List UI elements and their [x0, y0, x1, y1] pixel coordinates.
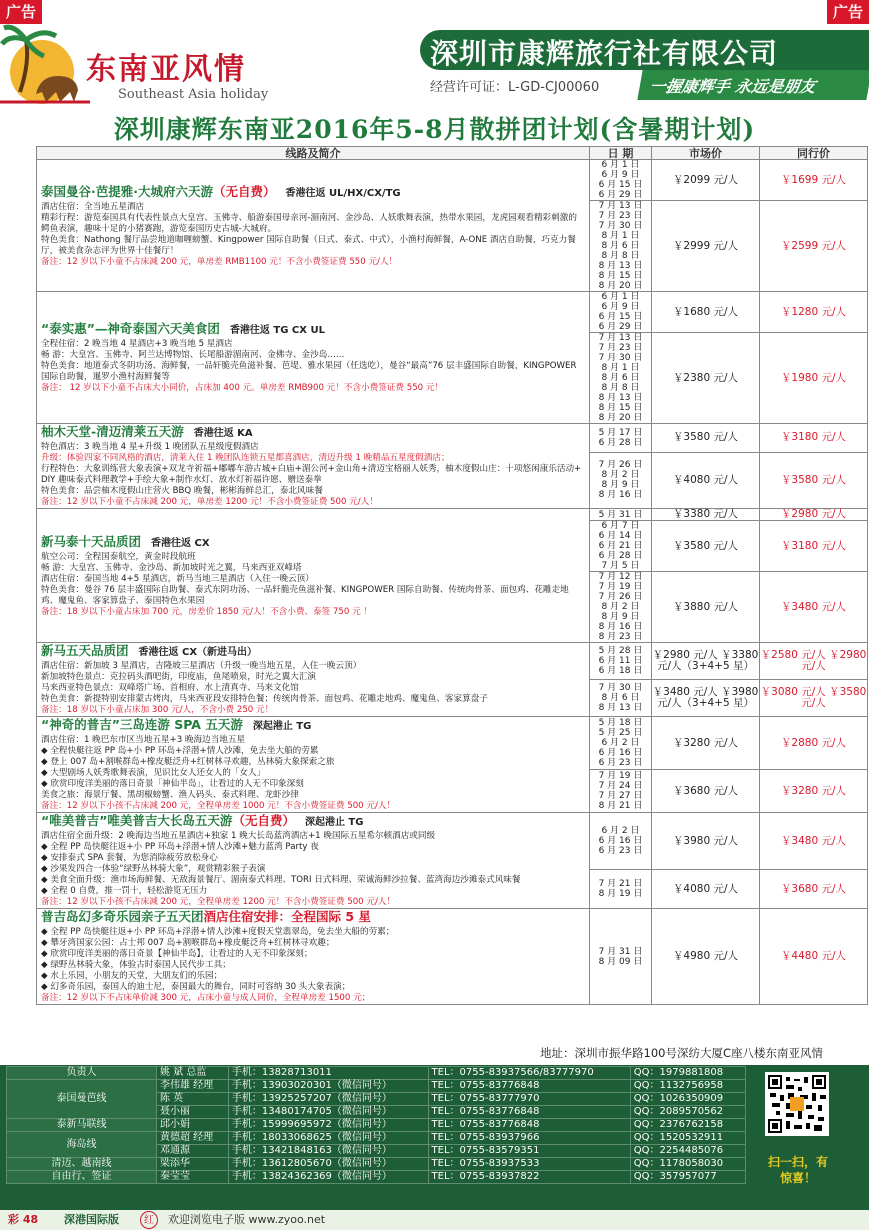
contact-tel[interactable]: TEL：0755-83937566/83777970 [428, 1067, 630, 1080]
contact-qq[interactable]: QQ：1178058030 [630, 1158, 745, 1171]
departure-date: 7 月 13 日 [598, 333, 643, 343]
contact-department: 清迈、越南线 [7, 1158, 157, 1171]
tour-dates [590, 509, 652, 521]
tour-detail-line: ◆ 水上乐园，小朋友的天堂，大朋友们的乐园； [41, 971, 223, 981]
contact-phone[interactable]: 手机：15999695972（微信同号） [228, 1119, 428, 1132]
tour-dates [590, 292, 652, 333]
tour-detail-line: 特色美食：地道泰式冬阴功汤、海鲜餐，一品轩脆壳鱼滋补餐、芭堤、雅水果园（任选吃），曼谷“最高”76 层丰盛国际自助餐，KINGPOWER 国际自助餐，暹罗小渔村海鲜餐等 [41, 361, 577, 382]
tour-name: 新马五天品质团 [41, 643, 129, 658]
peer-price: ￥3580 元/人 [760, 452, 868, 508]
tour-detail-line: 酒店住宿：全当地五星酒店 [41, 201, 145, 212]
tour-dates [590, 424, 652, 453]
tour-detail-line: 酒店住宿：新加坡 3 星酒店，吉隆坡三星酒店（升级一晚当地五星，入住一晚云顶） [41, 661, 362, 671]
market-price: ￥4080 元/人 [652, 870, 760, 909]
departure-date: 8 月 6 日 [601, 693, 640, 703]
departure-date: 7 月 24 日 [598, 781, 643, 792]
departure-date: 6 月 15 日 [598, 312, 643, 322]
departure-date: 6 月 29 日 [598, 322, 643, 332]
departure-date: 7 月 19 日 [598, 582, 643, 592]
tour-row [37, 160, 868, 201]
departure-date: 7 月 30 日 [598, 221, 643, 231]
departure-date: 7 月 26 日 [598, 460, 643, 471]
welcome-link[interactable]: 欢迎浏览电子版 www.zyoo.net [168, 1213, 326, 1226]
peer-price: ￥3280 元/人 [760, 770, 868, 813]
tour-name: “泰实惠”—神奇泰国六天美食团 [41, 321, 220, 336]
tour-detail-line: ◆ 大型剧场人妖秀歌舞表演，见识比女人还女人的「女人」 [41, 768, 266, 778]
tour-detail-line: ◆ 全程 0 自费，推一罚十，轻松游览无压力 [41, 886, 208, 896]
tour-title [41, 184, 585, 202]
tour-title [41, 321, 585, 339]
departure-date: 7 月 27 日 [598, 791, 643, 802]
qr-code-icon [768, 1075, 826, 1133]
departure-date: 7 月 30 日 [598, 353, 643, 363]
logo-sub-text: Southeast Asia holiday [118, 87, 269, 102]
ad-label-left: 广告 [0, 0, 42, 24]
departure-date: 8 月 16 日 [598, 490, 643, 501]
tour-detail-line: 畅 游：大皇宫、玉佛寺、金沙岛、新加坡时光之翼，马来西亚双峰塔 [41, 562, 302, 573]
tour-dates [590, 680, 652, 717]
departure-date: 7 月 23 日 [598, 211, 643, 221]
peer-price: ￥1699 元/人 [760, 160, 868, 201]
tour-departure: 香港往返 KA [193, 428, 253, 439]
tour-tag: （无自费） [232, 813, 295, 828]
edition-mark: 红 [140, 1211, 158, 1229]
tour-dates [590, 160, 652, 201]
contact-qq[interactable]: QQ：2089570562 [630, 1106, 745, 1119]
departure-date: 6 月 11 日 [598, 656, 643, 666]
departure-date: 6 月 9 日 [601, 170, 640, 180]
tour-detail-line: ◆ 全程 PP 岛快艇往返+小 PP 环岛+浮潜+情人沙滩+魅力蓝湾 Party 夜 [41, 842, 319, 852]
departure-date: 5 月 25 日 [598, 728, 643, 739]
tour-detail-line: 特色美食：Nathong 餐厅品尝地道咖喱螃蟹、Kingpower 国际自助餐（日式、泰式、中式），小渔村海鲜餐，A-ONE 酒店自助餐，巧克力餐厅，被美食杂志评为世界十佳餐厅！ [41, 234, 576, 256]
tour-note: 备注： 12 岁以下小童不占床大小同价，占床加 400 元。单房差 RMB900 元！不含小费签证费 550 元！ [41, 383, 444, 393]
tour-detail-line: ◆ 欣赏印度洋美丽的落日奇景【神仙半岛】，让看过的人无不印象深刻； [41, 949, 313, 959]
market-price: ￥2980 元/人 ￥3380 元/人（3+4+5 星） [652, 643, 760, 680]
header [0, 22, 869, 108]
market-price: ￥4080 元/人 [652, 452, 760, 508]
departure-date: 6 月 18 日 [598, 666, 643, 676]
departure-date: 8 月 23 日 [598, 632, 643, 642]
contact-name: 陈 英 [157, 1093, 229, 1106]
tour-detail-line: 特色酒店：3 晚当地 4 星+升级 1 晚团队五星级度假酒店 [41, 442, 259, 452]
peer-price: ￥3680 元/人 [760, 870, 868, 909]
tour-detail-line: 美食之旅：海景厅餐、黑胡椒螃蟹、渔人码头、泰式料理、龙虾沙律 [41, 790, 299, 800]
tour-note: 备注：18 岁以下小童占床加 700 元，房差价 1850 元/人！不含小费、泰签 750 元 ！ [41, 606, 372, 617]
tour-detail-line: 马来西亚特色景点：双峰塔广场、首相府、水上清真寺、马来文化馆 [41, 683, 299, 693]
contact-row [7, 1158, 746, 1171]
departure-date: 8 月 21 日 [598, 801, 643, 812]
tour-dates [590, 909, 652, 1005]
tour-detail-line: 升级：体验四家不同风格的酒店，清莱入住 1 晚团队连锁五星都喜酒店，清迈升级 1 晚精品五星度假酒店； [41, 453, 450, 463]
tour-dates [590, 770, 652, 813]
tour-detail-line: ◆ 绿野丛林骑大象，体验古时泰国人民代步工具； [41, 960, 231, 970]
departure-date: 6 月 16 日 [598, 748, 643, 759]
contact-phone[interactable]: 手机：13925257207（微信同号） [228, 1093, 428, 1106]
departure-date: 6 月 21 日 [598, 541, 643, 551]
departure-date: 6 月 1 日 [601, 292, 640, 302]
tour-title [41, 534, 585, 552]
tour-detail-line: 特色美食：新提特别安排蒙古烤肉，马来西亚段安排特色餐；传统肉骨茶、面包鸡、花雕走地鸡、魔鬼鱼、客家算盘子 [41, 694, 488, 704]
contact-qq[interactable]: QQ：1979881808 [630, 1067, 745, 1080]
tour-tag: （无自费） [213, 183, 276, 199]
departure-date: 8 月 9 日 [601, 612, 640, 622]
tour-detail-line: ◆ 沙果发四合一体验“绿野丛林骑大象”，观赏精彩猴子表演 [41, 864, 266, 874]
peer-price: ￥3180 元/人 [760, 521, 868, 572]
tour-detail-line: 新加坡特色景点：克拉码头酒吧街，印度庙，鱼尾喷泉，时光之翼大汇演 [41, 672, 317, 682]
departure-date: 6 月 28 日 [598, 437, 643, 448]
peer-price: ￥3080 元/人 ￥3580 元/人 [760, 680, 868, 717]
tour-detail-line: ◆ 安排泰式 SPA 套餐，为您消除疲劳放松身心 [41, 853, 218, 863]
departure-date: 8 月 15 日 [598, 403, 643, 413]
tour-dates [590, 201, 652, 292]
departure-date: 8 月 8 日 [601, 383, 640, 393]
departure-date: 6 月 23 日 [598, 846, 643, 857]
market-price: ￥3280 元/人 [652, 717, 760, 770]
departure-date: 7 月 26 日 [598, 592, 643, 602]
tour-note: 备注：12 岁以下小童不占床减 200 元，单房差 RMB1100 元！不含小费签证费 550 元/人！ [41, 256, 398, 267]
departure-date: 7 月 12 日 [598, 572, 643, 582]
market-price: ￥3980 元/人 [652, 813, 760, 870]
tour-detail-line: ◆ 全程 PP 岛快艇往返+小 PP 环岛+浮潜+情人沙滩+度假天堂翡翠岛，免去坐大船的劳累； [41, 927, 395, 937]
brand-logo [0, 22, 300, 108]
departure-date: 6 月 9 日 [601, 302, 640, 312]
departure-date: 8 月 9 日 [601, 480, 640, 491]
tour-departure: 香港往返 CX（新进马出） [138, 647, 258, 658]
departure-date: 6 月 16 日 [598, 836, 643, 847]
tour-row [37, 424, 868, 453]
market-price: ￥4980 元/人 [652, 909, 760, 1005]
contact-row [7, 1080, 746, 1093]
tour-dates [590, 333, 652, 424]
departure-date: 8 月 1 日 [601, 231, 640, 241]
tour-detail-line: 全程住宿：2 晚当地 4 星酒店+3 晚当地 5 星酒店 [41, 339, 233, 349]
company-name: 深圳市康辉旅行社有限公司 [430, 37, 779, 70]
tour-name: 新马泰十天品质团 [41, 533, 142, 549]
market-price: ￥3580 元/人 [652, 521, 760, 572]
departure-date: 6 月 28 日 [598, 551, 643, 561]
office-address: 地址：深圳市振华路100号深纺大厦C座八楼东南亚风情 [540, 1046, 823, 1060]
tour-detail-line: ◆ 攀牙湾国家公园：占士邦 007 岛+割喉群岛+橡皮艇泛舟+红树林寻欢趣； [41, 938, 335, 948]
contact-tel[interactable]: TEL：0755-83937966 [428, 1132, 630, 1145]
departure-date: 5 月 18 日 [598, 718, 643, 729]
tour-departure: 深起港止 TG [304, 817, 364, 828]
tour-title [41, 643, 585, 661]
contact-qq[interactable]: QQ：1520532911 [630, 1132, 745, 1145]
departure-date: 6 月 29 日 [598, 190, 643, 200]
table-header-row [37, 147, 868, 160]
peer-price: ￥2599 元/人 [760, 201, 868, 292]
contact-row [7, 1132, 746, 1145]
contact-name: 秦莹莹 [157, 1171, 229, 1184]
contact-name: 邓通源 [157, 1145, 229, 1158]
departure-date: 6 月 7 日 [601, 521, 640, 531]
footer [0, 1210, 869, 1230]
tour-table [36, 146, 868, 1005]
ad-label-right: 广告 [827, 0, 869, 24]
contact-tel[interactable]: TEL：0755-83937533 [428, 1158, 630, 1171]
contact-name: 聂小丽 [157, 1106, 229, 1119]
departure-date: 7 月 5 日 [601, 561, 640, 571]
tour-detail-line: 特色美食：曼谷 76 层丰盛国际自助餐、泰式东阴功汤、一品轩脆壳鱼滋补餐、KINGPOWER 国际自助餐、传统肉骨茶、面包鸡、花雕走地鸡、魔鬼鱼、客家算盘子、泰国特色水果园 [41, 584, 569, 606]
contact-phone[interactable]: 手机：13903020301（微信同号） [228, 1080, 428, 1093]
departure-date: 8 月 2 日 [601, 470, 640, 481]
departure-date: 8 月 6 日 [601, 241, 640, 251]
contact-tel[interactable]: TEL：0755-83777970 [428, 1093, 630, 1106]
contact-phone[interactable]: 手机：13421848163（微信同号） [228, 1145, 428, 1158]
peer-price: ￥2580 元/人 ￥2980 元/人 [760, 643, 868, 680]
col-date: 日 期 [590, 147, 652, 160]
tour-departure: 香港往返 TG CX UL [229, 325, 325, 336]
contact-qq[interactable]: QQ：2376762158 [630, 1119, 745, 1132]
contact-department: 负责人 [7, 1067, 157, 1080]
tour-detail-line: 行程特色：大象训练营大象表演+双龙寺祈福+嘟嘟车游古城+白庙+湄公河+金山角+清迈宝格丽人妖秀，柚木度假山庄：十项悠闲康乐活动+ DIY 趣味泰式料理教学+手绘大象+制作水灯、放水灯祈福许愿、赠送泰拳 [41, 464, 582, 485]
page-number: 彩 48 [8, 1213, 39, 1226]
tour-departure: 香港往返 CX [151, 537, 210, 549]
tour-detail-line: ◆ 登上 007 岛+割喉群岛+橡皮艇泛舟+红树林寻欢趣，丛林骑大象探索之旅 [41, 757, 335, 767]
edition-name: 深港国际版 [64, 1213, 119, 1226]
tour-name: 泰国曼谷·芭提雅·大城府六天游 [41, 183, 213, 199]
tour-dates [590, 870, 652, 909]
tour-note: 备注：12 岁以下小孩不占床减 200 元，全程单房差 1000 元！不含小费签证费 500 元/人！ [41, 801, 396, 811]
contact-phone[interactable]: 手机：13480174705（微信同号） [228, 1106, 428, 1119]
departure-date: 6 月 15 日 [598, 180, 643, 190]
peer-price: ￥1280 元/人 [760, 292, 868, 333]
tour-detail-line: ◆ 美食全面升级：渔市场海鲜餐、无敌海景餐厅、湄南泰式料理、TORI 日式料理、荣诚海鲜沙拉餐、蓝湾海边沙滩泰式风味餐 [41, 875, 521, 885]
market-price: ￥1680 元/人 [652, 292, 760, 333]
palm-elephant-icon [0, 22, 90, 108]
departure-date: 7 月 19 日 [598, 771, 643, 782]
tour-description [37, 160, 590, 292]
tour-row [37, 643, 868, 680]
peer-price: ￥4480 元/人 [760, 909, 868, 1005]
peer-price: ￥3480 元/人 [760, 813, 868, 870]
tour-dates [590, 572, 652, 643]
departure-date: 8 月 1 日 [601, 363, 640, 373]
tour-row [37, 813, 868, 870]
departure-date: 8 月 15 日 [598, 271, 643, 281]
departure-date: 7 月 23 日 [598, 343, 643, 353]
slogan: 一握康辉手 永远是朋友 [637, 70, 869, 100]
contact-qq[interactable]: QQ：2254485076 [630, 1145, 745, 1158]
tour-note: 备注：12 岁以下不占床单价减 300 元，占床小童与成人同价，全程单房差 1500 元； [41, 993, 371, 1003]
contact-row [7, 1067, 746, 1080]
contact-phone[interactable]: 手机：18033068625（微信同号） [228, 1132, 428, 1145]
departure-date: 8 月 20 日 [598, 413, 643, 423]
contact-tel[interactable]: TEL：0755-83776848 [428, 1106, 630, 1119]
tour-detail-line: 航空公司：全程国泰航空，黄金时段航班 [41, 551, 196, 562]
tour-title [41, 909, 585, 927]
departure-date: 8 月 16 日 [598, 622, 643, 632]
tour-dates [590, 813, 652, 870]
market-price: ￥3880 元/人 [652, 572, 760, 643]
col-market-price: 市场价 [652, 147, 760, 160]
tour-row [37, 717, 868, 770]
tour-row [37, 909, 868, 1005]
tour-detail-line: 精彩行程：游览泰国具有代表性景点大皇宫、玉佛寺、船游泰国母亲河-湄南河、金沙岛、人妖歌舞表演，热带水果园，龙虎园观看精彩刺激的鳄鱼表演，趣味十足的小猪赛跑，游览泰国历史古城-大城府。 [41, 212, 577, 234]
tour-dates [590, 643, 652, 680]
tour-description [37, 643, 590, 717]
contact-phone[interactable]: 手机：13824362369（微信同号） [228, 1171, 428, 1184]
contact-department: 泰新马联线 [7, 1119, 157, 1132]
tour-name: 柚木天堂-清迈清莱五天游 [41, 424, 184, 439]
tour-row [37, 292, 868, 333]
qr-caption: 扫一扫，有惊喜！ [768, 1155, 829, 1185]
contact-row [7, 1171, 746, 1184]
departure-date: 7 月 13 日 [598, 201, 643, 211]
contact-phone[interactable]: 手机：13828713011 [228, 1067, 428, 1080]
market-price: ￥3680 元/人 [652, 770, 760, 813]
tour-note: 备注：18 岁以下小童占床加 300 元/人，不含小费 250 元！ [41, 705, 274, 715]
contact-tel[interactable]: TEL：0755-83579351 [428, 1145, 630, 1158]
peer-price: ￥3180 元/人 [760, 424, 868, 453]
peer-price: ￥1980 元/人 [760, 333, 868, 424]
contact-tel[interactable]: TEL：0755-83776848 [428, 1119, 630, 1132]
contact-tel[interactable]: TEL：0755-83776848 [428, 1080, 630, 1093]
contact-department: 泰国曼芭线 [7, 1080, 157, 1119]
tour-detail-line: ◆ 幻多奇乐园，泰国人的迪士尼，泰国最大的舞台，同时可容纳 30 头大象表演； [41, 982, 351, 992]
tour-dates [590, 521, 652, 572]
departure-date: 8 月 6 日 [601, 373, 640, 383]
market-price: ￥3580 元/人 [652, 424, 760, 453]
tour-description [37, 909, 590, 1005]
tour-detail-line: 酒店住宿：泰国当地 4+5 星酒店，新马当地三星酒店（入住一晚云顶） [41, 573, 314, 584]
departure-date: 6 月 2 日 [601, 738, 640, 749]
tour-detail-line: 酒店住宿：1 晚巴东市区当地五星+3 晚海边当地五星 [41, 735, 246, 745]
contact-qq[interactable]: QQ：1026350909 [630, 1093, 745, 1106]
tour-detail-line: ◆ 全程快艇往返 PP 岛+小 PP 环岛+浮潜+情人沙滩，免去坐大船的劳累 [41, 746, 319, 756]
market-price: ￥2099 元/人 [652, 160, 760, 201]
departure-date: 7 月 31 日 [598, 946, 643, 957]
tour-description [37, 424, 590, 509]
contact-qq[interactable]: QQ：1132756958 [630, 1080, 745, 1093]
departure-date: 8 月 2 日 [601, 602, 640, 612]
logo-main-text: 东南亚风情 [86, 52, 246, 87]
market-price: ￥2999 元/人 [652, 201, 760, 292]
contact-qq[interactable]: QQ：357957077 [630, 1171, 745, 1184]
contact-row [7, 1119, 746, 1132]
tour-detail-line: ◆ 欣赏印度洋美丽的落日奇景「神仙半岛」，让看过的人无不印象深刻 [41, 779, 304, 789]
tour-name: “唯美普吉”唯美普吉大长岛五天游 [41, 813, 233, 828]
contact-table [6, 1066, 746, 1184]
peer-price: ￥2980 元/人 [760, 509, 868, 521]
license-number: 经营许可证：L-GD-CJ00060 [430, 80, 600, 95]
tour-tag: 酒店住宿安排：全程国际 5 星 [203, 909, 371, 924]
departure-date: 8 月 13 日 [598, 261, 643, 271]
market-price: ￥3480 元/人 ￥3980 元/人（3+4+5 星） [652, 680, 760, 717]
tour-description [37, 813, 590, 909]
departure-date: 5 月 17 日 [598, 427, 643, 438]
tour-name: 普吉岛幻多奇乐园亲子五天团 [41, 909, 204, 924]
departure-date: 8 月 13 日 [598, 393, 643, 403]
tour-detail-line: 特色美食：品尝柚木度假山庄营火 BBQ 晚餐，彬彬海鲜总汇，泰北风味餐 [41, 486, 323, 496]
peer-price: ￥3480 元/人 [760, 572, 868, 643]
departure-date: 8 月 19 日 [598, 889, 643, 900]
departure-date: 8 月 8 日 [601, 251, 640, 261]
contact-name: 梁添华 [157, 1158, 229, 1171]
departure-date: 6 月 2 日 [601, 826, 640, 837]
qr-code[interactable] [765, 1072, 829, 1136]
departure-date: 5 月 31 日 [598, 509, 643, 520]
departure-date: 6 月 1 日 [601, 160, 640, 170]
tour-row [37, 509, 868, 521]
market-price: ￥2380 元/人 [652, 333, 760, 424]
contact-department: 自由行、签证 [7, 1171, 157, 1184]
departure-date: 6 月 23 日 [598, 758, 643, 769]
contact-name: 邱小娟 [157, 1119, 229, 1132]
departure-date: 8 月 13 日 [598, 703, 643, 713]
tour-description [37, 509, 590, 643]
tour-name: “神奇的普吉”三岛连游 SPA 五天游 [41, 717, 243, 732]
peer-price: ￥2880 元/人 [760, 717, 868, 770]
departure-date: 8 月 09 日 [598, 956, 643, 967]
tour-description [37, 292, 590, 424]
departure-date: 5 月 28 日 [598, 646, 643, 656]
tour-departure: 深起港止 TG [252, 721, 312, 732]
contact-name: 黄德超 经理 [157, 1132, 229, 1145]
tour-description [37, 717, 590, 813]
departure-date: 6 月 14 日 [598, 531, 643, 541]
departure-date: 7 月 21 日 [598, 879, 643, 890]
tour-departure: 香港往返 UL/HX/CX/TG [285, 187, 401, 199]
departure-date: 8 月 20 日 [598, 281, 643, 291]
tour-title [41, 424, 585, 442]
contact-tel[interactable]: TEL：0755-83937822 [428, 1171, 630, 1184]
page-title: 深圳康辉东南亚2016年5-8月散拼团计划(含暑期计划) [113, 115, 756, 144]
tour-title [41, 717, 585, 735]
market-price: ￥3380 元/人 [652, 509, 760, 521]
tour-detail-line: 畅 游：大皇宫、玉佛寺、阿兰达博物馆、长尾船游湄南河、金佛寺、金沙岛…… [41, 350, 345, 360]
tour-note: 备注：12 岁以下小童不占床减 200 元，单房差 1200 元！不含小费签证费 500 元/人！ [41, 497, 378, 507]
contact-department: 海岛线 [7, 1132, 157, 1158]
departure-date: 7 月 30 日 [598, 683, 643, 693]
contact-name: 李伟雄 经理 [157, 1080, 229, 1093]
contact-name: 姚 斌 总监 [157, 1067, 229, 1080]
tour-detail-line: 酒店住宿全面升级：2 晚海边当地五星酒店+独家 1 晚大长岛蓝湾酒店+1 晚国际五星希尔顿酒店或同级 [41, 831, 436, 841]
col-route: 线路及简介 [37, 147, 590, 160]
contact-phone[interactable]: 手机：13612805670（微信同号） [228, 1158, 428, 1171]
col-peer-price: 同行价 [760, 147, 868, 160]
tour-title [41, 813, 585, 831]
tour-dates [590, 452, 652, 508]
tour-note: 备注：12 岁以下小孩不占床减 200 元，全程单房差 1200 元！不含小费签证费 500 元/人！ [41, 897, 396, 907]
tour-dates [590, 717, 652, 770]
